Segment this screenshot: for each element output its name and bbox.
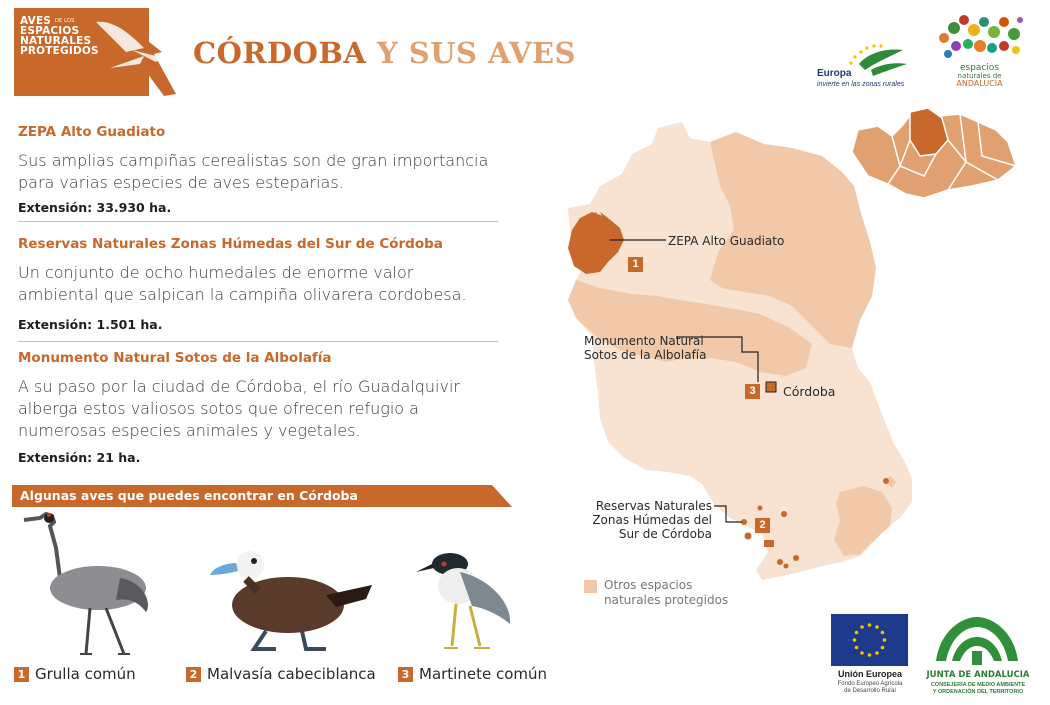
divider: [18, 341, 498, 342]
espacios-naturales-label: [932, 64, 1027, 88]
junta-sub-line-2: Y ORDENACIÓN DEL TERRITORIO: [932, 689, 1024, 695]
map-label-zepa: ZEPA Alto Guadiato: [668, 234, 785, 248]
map-label-monumento: [584, 334, 707, 362]
eu-label: Unión Europea: [837, 669, 902, 679]
map-number-badge: 2: [755, 518, 770, 533]
section-extension: Extensión: 33.930 ha.: [18, 200, 172, 215]
section-title: Reservas Naturales Zonas Húmedas del Sur de Córdoba: [18, 236, 443, 252]
section-description: Sus amplias campiñas cerealistas son de gran importancia para varias especies de aves esteparias.: [18, 151, 489, 192]
map-label-cordoba: Córdoba: [783, 384, 836, 399]
bird-name: Martinete común: [419, 665, 548, 683]
section-description: A su paso por la ciudad de Córdoba, el río Guadalquivir alberga estos valiosos sotos que ofrecen refugio a numerosas especies animales y vegetales.: [18, 377, 460, 440]
bird-caption-2: [186, 665, 376, 683]
logo-line-2: ESPACIOS: [20, 25, 80, 37]
cordoba-city-marker: [766, 382, 776, 392]
logo-line-1: AVES: [20, 15, 52, 27]
junta-sub-line-1: CONSEJERÍA DE MEDIO AMBIENTE: [930, 682, 1026, 688]
map-number-badge: 3: [745, 384, 760, 399]
duck-bird-icon: [206, 545, 374, 657]
bird-name: Grulla común: [35, 665, 136, 683]
section-extension: Extensión: 1.501 ha.: [18, 317, 163, 332]
legend-line-1: Otros espacios: [604, 578, 693, 592]
night-heron-bird-icon: [414, 550, 514, 660]
crane-bird-icon: [20, 508, 155, 663]
bird-number-badge: 3: [398, 667, 413, 682]
espacios-naturales-logo-icon: [932, 10, 1027, 62]
junta-andalucia-logo-icon: [932, 613, 1022, 669]
protected-area-subbetica: [834, 486, 892, 556]
logo-line-1-small: DE LOS: [54, 18, 75, 24]
enp-line-1: espacios: [959, 63, 1000, 73]
europa-sub: invierte en las zonas rurales: [817, 81, 905, 88]
birds-banner-title: Algunas aves que puedes encontrar en Córdoba: [20, 488, 358, 503]
map-number-badge: 1: [628, 257, 643, 272]
bird-name: Malvasía cabeciblanca: [207, 665, 376, 683]
section-title: ZEPA Alto Guadiato: [18, 124, 166, 140]
map-label-reservas-line-3: Sur de Córdoba: [618, 527, 712, 541]
eu-sub-line-1: Fondo Europeo Agrícola: [837, 681, 903, 687]
legend-swatch: [584, 580, 597, 593]
enp-line-3: ANDALUCÍA: [956, 79, 1003, 88]
logo-text: [20, 16, 99, 56]
junta-label: JUNTA DE ANDALUCIA: [926, 670, 1030, 680]
bird-caption-1: [14, 665, 136, 683]
legend-text: [604, 578, 728, 608]
enp-line-2: naturales de: [957, 72, 1002, 80]
divider: [18, 221, 498, 222]
junta-sub: [918, 682, 1038, 696]
europa-label: Europa: [817, 68, 852, 79]
map-label-reservas-line-2: Zonas Húmedas del: [592, 513, 712, 527]
bird-caption-3: [398, 665, 547, 683]
logo-line-4: PROTEGIDOS: [20, 45, 99, 57]
eu-sub: [815, 681, 925, 695]
section-zepa: [18, 124, 498, 215]
bird-number-badge: 2: [186, 667, 201, 682]
section-monumento: [18, 350, 498, 465]
section-description: Un conjunto de ocho humedales de enorme valor ambiental que salpican la campiña olivarera cordobesa.: [18, 263, 467, 304]
section-reservas: [18, 236, 498, 332]
section-title: Monumento Natural Sotos de la Albolafía: [18, 350, 332, 366]
eu-sub-line-2: de Desarrollo Rural: [844, 688, 896, 694]
map-label-reservas-line-1: Reservas Naturales: [595, 499, 712, 513]
map-label-monumento-line-2: Sotos de la Albolafía: [584, 348, 707, 362]
legend-line-2: naturales protegidos: [604, 593, 729, 607]
logo-line-3: NATURALES: [20, 35, 92, 47]
page-title-part-1: CÓRDOBA: [193, 36, 367, 70]
map-label-reservas: [560, 499, 712, 541]
bird-number-badge: 1: [14, 667, 29, 682]
eu-flag-icon: [831, 614, 908, 666]
map-label-monumento-line-1: Monumento Natural: [584, 334, 704, 348]
section-extension: Extensión: 21 ha.: [18, 450, 141, 465]
page-title: [193, 36, 576, 70]
page-title-part-2: Y SUS AVES: [376, 36, 576, 70]
